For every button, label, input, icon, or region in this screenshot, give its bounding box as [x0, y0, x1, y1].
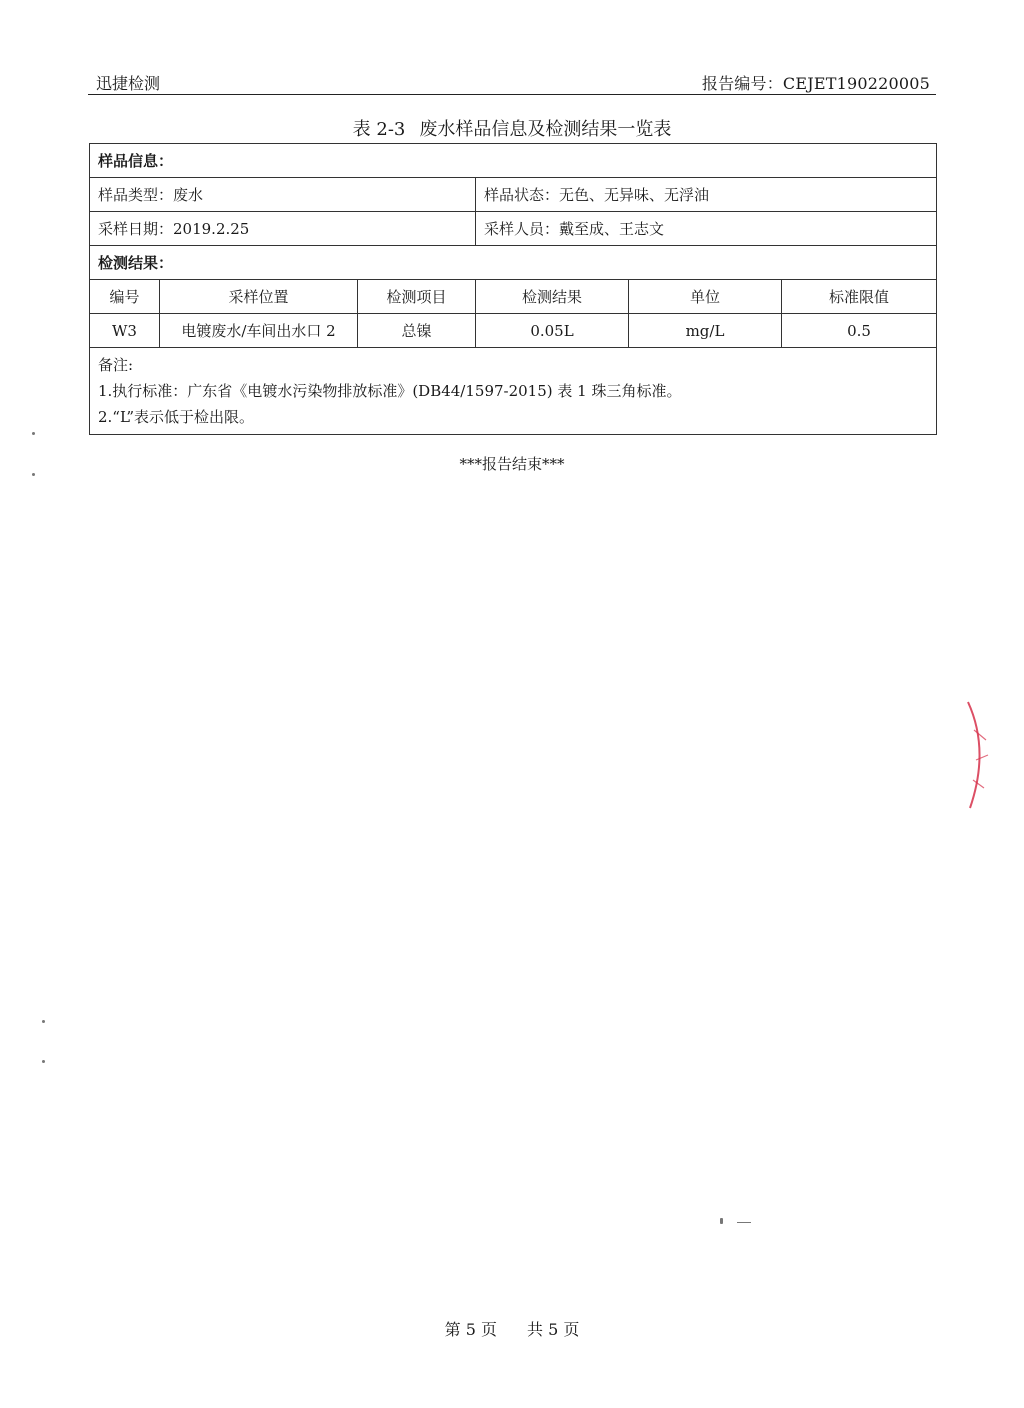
- sampling-personnel: 采样人员：戴至成、王志文: [476, 212, 937, 246]
- page-total: 共 5 页: [527, 1320, 580, 1339]
- sample-state: 样品状态：无色、无异味、无浮油: [476, 178, 937, 212]
- table-caption: [0, 115, 1024, 141]
- header-divider: [88, 94, 936, 95]
- sampling-date: 采样日期：2019.2.25: [90, 212, 476, 246]
- sample-info-row-2: [90, 212, 937, 246]
- report-end-mark: ***报告结束***: [459, 455, 565, 473]
- note-line: 2.“L”表示低于检出限。: [98, 408, 255, 426]
- cell-limit: 0.5: [782, 314, 937, 348]
- notes-label: 备注:: [98, 356, 134, 374]
- column-header-row: [90, 280, 937, 314]
- results-label: 检测结果：: [90, 246, 937, 280]
- cell-location: 电镀废水/车间出水口 2: [160, 314, 358, 348]
- company-name: 迅捷检测: [96, 74, 161, 93]
- column-header: 标准限值: [782, 280, 937, 314]
- cell-unit: mg/L: [629, 314, 782, 348]
- table-number: 表 2-3: [352, 119, 406, 140]
- seal-stamp-edge-icon: [964, 700, 994, 810]
- scan-speck: [720, 1218, 723, 1224]
- note-line: 1.执行标准：广东省《电镀水污染物排放标准》(DB44/1597-2015) 表 1 珠三角标准。: [98, 382, 682, 400]
- scan-speck: [42, 1060, 45, 1063]
- scan-speck: [32, 473, 35, 476]
- page-number: 第 5 页: [444, 1320, 497, 1339]
- scan-speck: [32, 432, 35, 435]
- column-header: 检测项目: [358, 280, 476, 314]
- notes-row: [90, 348, 937, 435]
- sample-type: 样品类型：废水: [90, 178, 476, 212]
- report-number: 报告编号：CEJET190220005: [701, 74, 930, 93]
- sample-info-label: 样品信息：: [90, 144, 937, 178]
- sample-info-header-row: [90, 144, 937, 178]
- scan-speck: [737, 1222, 751, 1223]
- table-title: 废水样品信息及检测结果一览表: [419, 119, 672, 140]
- notes-cell: [90, 348, 937, 435]
- sample-info-row-1: [90, 178, 937, 212]
- table-row: [90, 314, 937, 348]
- cell-test-item: 总镍: [358, 314, 476, 348]
- page-footer: [0, 1317, 1024, 1340]
- column-header: 采样位置: [160, 280, 358, 314]
- cell-sample-id: W3: [90, 314, 160, 348]
- scan-speck: [42, 1020, 45, 1023]
- column-header: 编号: [90, 280, 160, 314]
- cell-result: 0.05L: [476, 314, 629, 348]
- results-table-wrapper: [89, 143, 936, 435]
- column-header: 单位: [629, 280, 782, 314]
- results-header-row: [90, 246, 937, 280]
- results-table: [89, 143, 937, 435]
- column-header: 检测结果: [476, 280, 629, 314]
